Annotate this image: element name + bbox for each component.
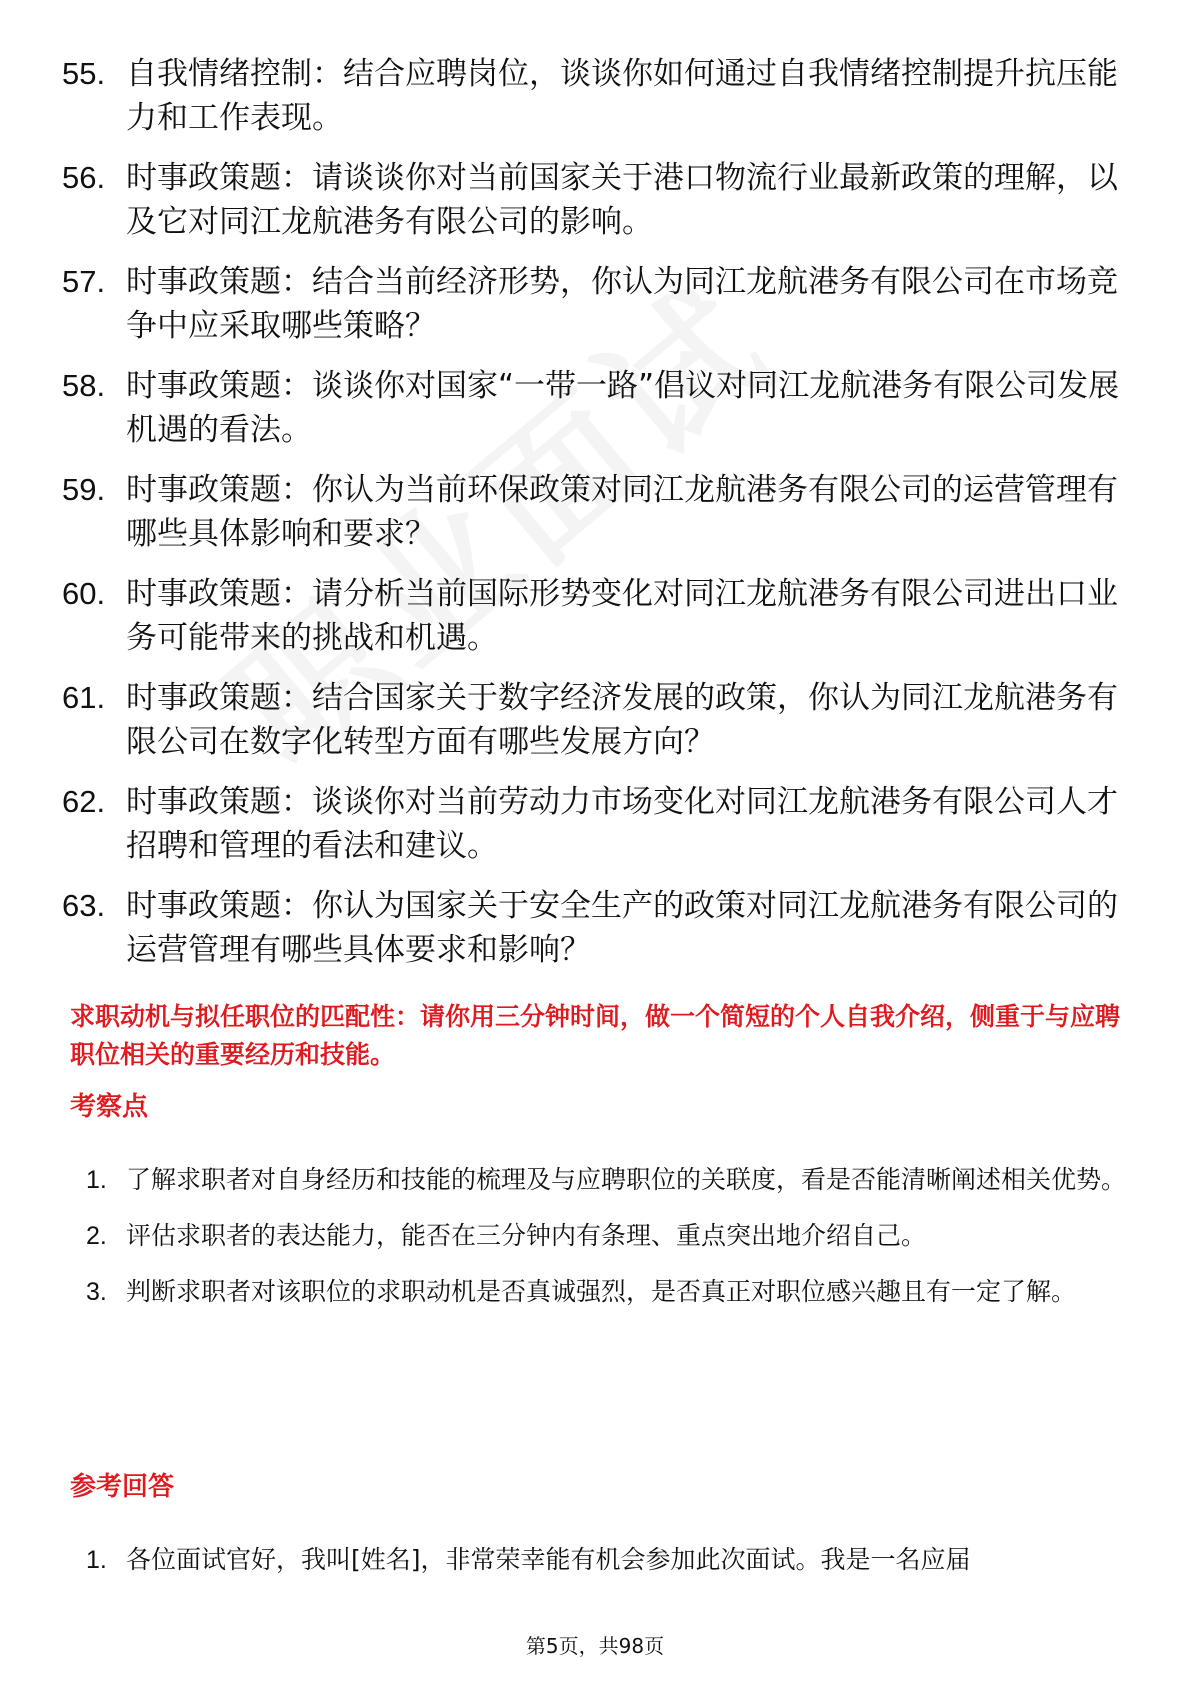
question-item bbox=[62, 572, 1132, 660]
question-text: 时事政策题：请分析当前国际形势变化对同江龙航港务有限公司进出口业务可能带来的挑战和机遇。 bbox=[126, 576, 1118, 656]
check-point-item bbox=[86, 1264, 1126, 1320]
check-point-number: 3. bbox=[86, 1278, 107, 1306]
check-points-list bbox=[86, 1152, 1126, 1320]
question-number: 59. bbox=[62, 472, 106, 507]
check-point-text: 了解求职者对自身经历和技能的梳理及与应聘职位的关联度，看是否能清晰阐述相关优势。 bbox=[126, 1165, 1127, 1194]
question-item bbox=[62, 52, 1132, 140]
answer-item bbox=[86, 1532, 1126, 1588]
question-text: 时事政策题：你认为当前环保政策对同江龙航港务有限公司的运营管理有哪些具体影响和要求？ bbox=[126, 472, 1118, 552]
question-item bbox=[62, 884, 1132, 972]
check-point-text: 判断求职者对该职位的求职动机是否真诚强烈，是否真正对职位感兴趣且有一定了解。 bbox=[126, 1277, 1077, 1306]
answer-number: 1. bbox=[86, 1546, 107, 1574]
section-title: 求职动机与拟任职位的匹配性：请你用三分钟时间，做一个简短的个人自我介绍，侧重于与应聘职位相关的重要经历和技能。 bbox=[70, 1002, 1121, 1069]
question-number: 55. bbox=[62, 56, 106, 91]
question-text: 时事政策题：你认为国家关于安全生产的政策对同江龙航港务有限公司的运营管理有哪些具体要求和影响？ bbox=[126, 888, 1118, 968]
check-point-item bbox=[86, 1152, 1126, 1208]
question-number: 61. bbox=[62, 680, 106, 715]
question-number: 56. bbox=[62, 160, 106, 195]
answer-list bbox=[86, 1532, 1126, 1588]
question-text: 时事政策题：结合国家关于数字经济发展的政策，你认为同江龙航港务有限公司在数字化转型方面有哪些发展方向？ bbox=[126, 680, 1118, 760]
question-item bbox=[62, 260, 1132, 348]
question-list bbox=[62, 52, 1132, 988]
question-text: 自我情绪控制：结合应聘岗位，谈谈你如何通过自我情绪控制提升抗压能力和工作表现。 bbox=[126, 56, 1118, 136]
check-point-text: 评估求职者的表达能力，能否在三分钟内有条理、重点突出地介绍自己。 bbox=[126, 1221, 927, 1250]
answer-text: 各位面试官好，我叫[姓名]，非常荣幸能有机会参加此次面试。我是一名应届 bbox=[126, 1545, 971, 1574]
question-number: 62. bbox=[62, 784, 106, 819]
question-text: 时事政策题：结合当前经济形势，你认为同江龙航港务有限公司在市场竞争中应采取哪些策略？ bbox=[126, 264, 1118, 344]
question-item bbox=[62, 156, 1132, 244]
question-text: 时事政策题：谈谈你对当前劳动力市场变化对同江龙航港务有限公司人才招聘和管理的看法和建议。 bbox=[126, 784, 1118, 864]
question-number: 60. bbox=[62, 576, 106, 611]
check-points-heading: 考察点 bbox=[70, 1092, 149, 1122]
question-text: 时事政策题：请谈谈你对当前国家关于港口物流行业最新政策的理解，以及它对同江龙航港务有限公司的影响。 bbox=[126, 160, 1118, 240]
page-footer: 第5页，共98页 bbox=[525, 1634, 665, 1658]
question-item bbox=[62, 780, 1132, 868]
question-item bbox=[62, 468, 1132, 556]
question-item bbox=[62, 364, 1132, 452]
check-point-number: 1. bbox=[86, 1166, 107, 1194]
check-point-number: 2. bbox=[86, 1222, 107, 1250]
question-item bbox=[62, 676, 1132, 764]
question-number: 57. bbox=[62, 264, 106, 299]
question-number: 63. bbox=[62, 888, 106, 923]
answer-heading: 参考回答 bbox=[70, 1472, 175, 1502]
question-text: 时事政策题：谈谈你对国家“一带一路”倡议对同江龙航港务有限公司发展机遇的看法。 bbox=[126, 368, 1120, 448]
question-number: 58. bbox=[62, 368, 106, 403]
check-point-item bbox=[86, 1208, 1126, 1264]
